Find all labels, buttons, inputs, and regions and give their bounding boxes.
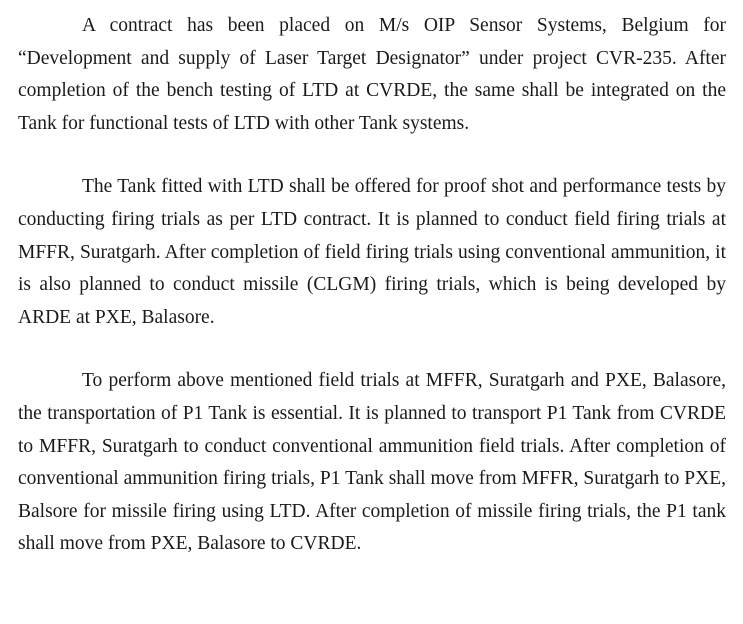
paragraph-contract: A contract has been placed on M/s OIP Sensor Systems, Belgium for “Development and supply of Laser Target Designator” under project CVR-235. After completion of the bench testing of LTD at CVRDE, the same shall be integrated on the Tank for functional tests of LTD with other Tank systems. [18, 15, 726, 134]
paragraph-transportation: To perform above mentioned field trials at MFFR, Suratgarh and PXE, Balasore, the transportation of P1 Tank is essential. It is planned to transport P1 Tank from CVRDE to MFFR, Suratgarh to conduct conventional ammunition field trials. After completion of conventional ammunition firing trials, P1 Tank shall move from MFFR, Suratgarh to PXE, Balsore for missile firing using LTD. After completion of missile firing trials, the P1 tank shall move from PXE, Balasore to CVRDE. [18, 370, 726, 555]
paragraph-firing-trials: The Tank fitted with LTD shall be offered for proof shot and performance tests by conducting firing trials as per LTD contract. It is planned to conduct field firing trials at MFFR, Suratgarh. After completion of field firing trials using conventional ammunition, it is also planned to conduct missile (CLGM) firing trials, which is being developed by ARDE at PXE, Balasore. [18, 176, 726, 328]
document-body [18, 10, 726, 561]
